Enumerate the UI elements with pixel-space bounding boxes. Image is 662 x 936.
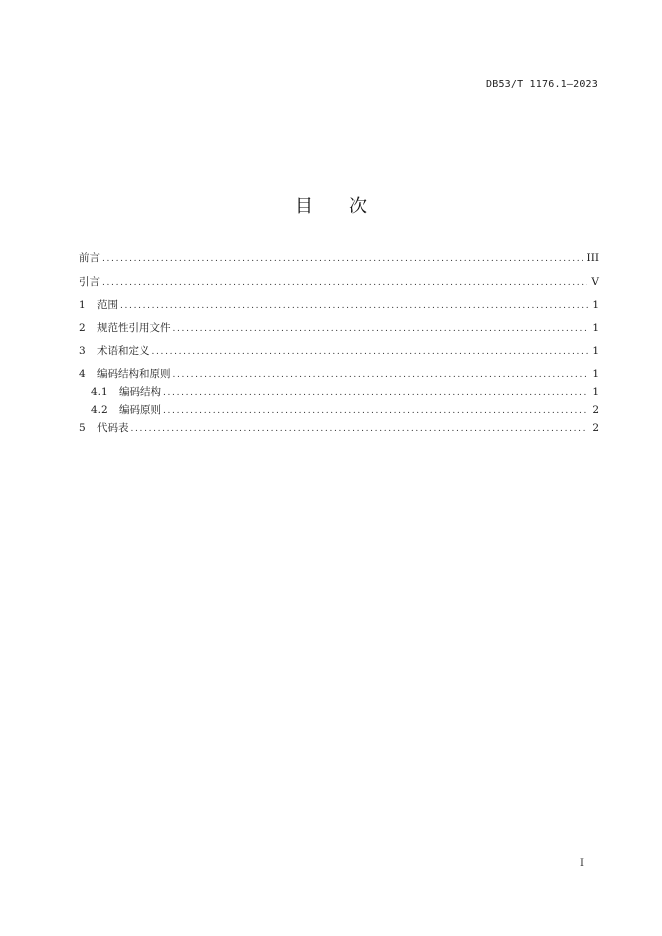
toc-leader-dots <box>163 388 588 399</box>
toc-entry-label: 规范性引用文件 <box>97 322 171 334</box>
toc-entry-page: 2 <box>592 404 599 416</box>
toc-entry-coding-principles[interactable] <box>79 405 599 417</box>
toc-entry-page: 1 <box>592 322 599 334</box>
toc-title-part1: 目 <box>295 196 313 217</box>
toc-entry-page: 1 <box>592 345 599 357</box>
toc-entry-scope[interactable] <box>79 300 599 312</box>
toc-leader-dots <box>173 370 589 381</box>
toc-entry-label: 编码结构和原则 <box>97 368 171 380</box>
toc-entry-label: 术语和定义 <box>97 345 150 357</box>
toc-title <box>0 192 662 218</box>
toc-entry-label: 编码原则 <box>119 404 161 416</box>
toc-entry-number: 1 <box>79 299 86 311</box>
page-number: I <box>580 858 584 869</box>
toc-entry-introduction[interactable] <box>79 277 599 289</box>
toc-entry-code-table[interactable] <box>79 423 599 435</box>
document-code: DB53/T 1176.1—2023 <box>486 79 598 90</box>
toc-entry-page: 2 <box>592 422 599 434</box>
toc-entry-page: V <box>591 276 599 288</box>
toc-leader-dots <box>102 254 583 265</box>
toc-entry-label: 引言 <box>79 276 100 288</box>
toc-entry-page: 1 <box>592 368 599 380</box>
toc-leader-dots <box>163 406 588 417</box>
toc-leader-dots <box>102 278 587 289</box>
toc-entry-label: 代码表 <box>97 422 129 434</box>
toc-entry-label: 编码结构 <box>119 386 161 398</box>
toc-entry-terms-definitions[interactable] <box>79 346 599 358</box>
toc-entry-coding-structure-principles[interactable] <box>79 369 599 381</box>
toc-entry-page: III <box>586 252 599 264</box>
toc-leader-dots <box>152 347 589 358</box>
toc-entry-number: 4 <box>79 368 86 380</box>
toc-entry-label: 范围 <box>97 299 118 311</box>
toc-entry-label: 前言 <box>79 252 100 264</box>
toc-list <box>79 253 599 435</box>
toc-entry-number: 4.1 <box>91 386 108 398</box>
toc-entry-number: 3 <box>79 345 86 357</box>
toc-entry-page: 1 <box>592 299 599 311</box>
toc-title-part2: 次 <box>349 196 367 217</box>
toc-leader-dots <box>131 424 589 435</box>
toc-entry-number: 4.2 <box>91 404 108 416</box>
toc-entry-normative-references[interactable] <box>79 323 599 335</box>
toc-leader-dots <box>120 301 588 312</box>
toc-entry-page: 1 <box>592 386 599 398</box>
toc-entry-number: 2 <box>79 322 86 334</box>
toc-entry-coding-structure[interactable] <box>79 387 599 399</box>
toc-entry-foreword[interactable] <box>79 253 599 265</box>
toc-entry-number: 5 <box>79 422 86 434</box>
toc-leader-dots <box>173 324 589 335</box>
